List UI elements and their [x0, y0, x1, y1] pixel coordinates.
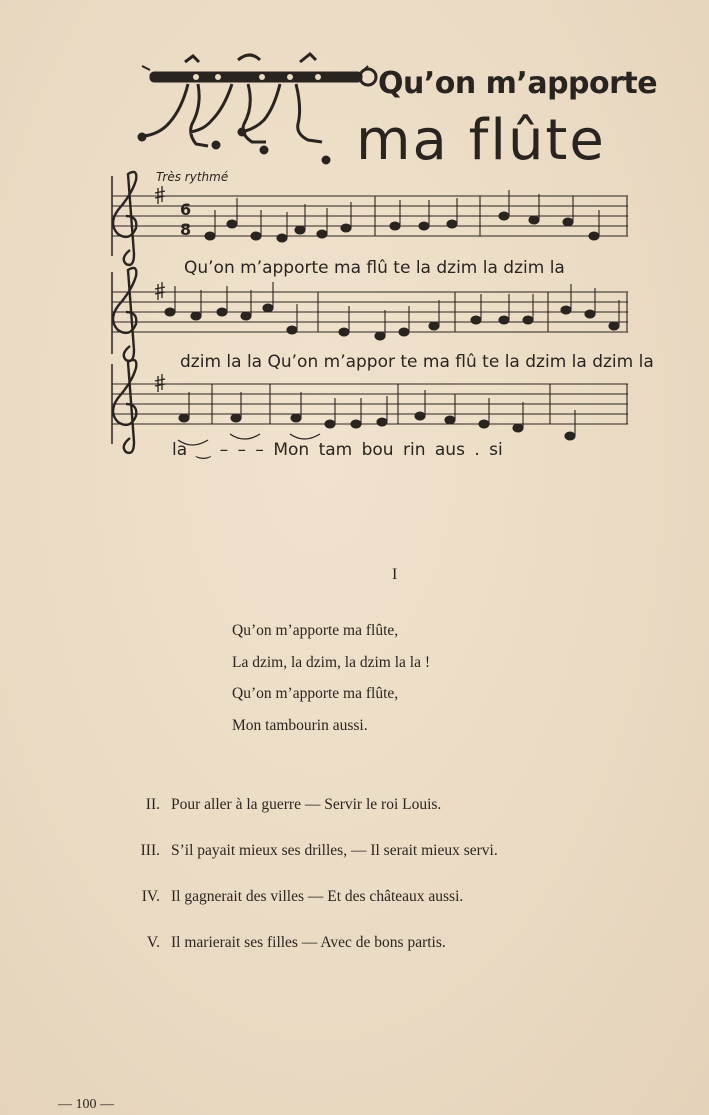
note-group: [179, 390, 575, 440]
stanza-line: La dzim, la dzim, la dzim la la !: [232, 653, 430, 671]
stanza-line: Qu’on m’apporte ma flûte,: [232, 685, 399, 702]
verse-number: II.: [145, 796, 160, 813]
stanza-line: Qu’on m’apporte ma flûte,: [232, 622, 399, 639]
song-title-line-1: Qu’on m’apporte: [378, 66, 658, 101]
time-signature: [180, 200, 191, 239]
verse-text: S’il payait mieux ses drilles, — Il serait mieux servi.: [171, 842, 498, 859]
stanza-1: [232, 621, 430, 747]
staff-2: [112, 272, 628, 354]
svg-text:6: 6: [180, 200, 192, 219]
verse-number: III.: [140, 842, 160, 859]
lyrics-line: dzim la la Qu’on m’appor te ma flû te la dzim la dzim la: [180, 352, 654, 372]
verse-text: Il gagnerait des villes — Et des châteaux aussi.: [171, 888, 464, 905]
song-title-line-2: ma flûte: [356, 108, 606, 173]
lyrics-line: la ‿ – – – Mon tam bou rin aus . si: [172, 440, 503, 460]
verse-text: Il marierait ses filles — Avec de bons partis.: [171, 934, 446, 951]
lyrics-line: Qu’on m’apporte ma flû te la dzim la dzim la: [184, 258, 565, 278]
verse-text: Pour aller à la guerre — Servir le roi Louis.: [171, 796, 442, 813]
page-number: — 100 —: [58, 1097, 114, 1112]
verse-number: IV.: [141, 888, 160, 905]
tempo-marking: Très rythmé: [156, 170, 229, 184]
verse-number: V.: [146, 934, 160, 951]
sharp-icon: [155, 186, 165, 392]
staff-3: [112, 364, 628, 445]
stanza-number: I: [392, 566, 398, 583]
svg-text:8: 8: [180, 220, 192, 239]
note-group: [165, 282, 619, 340]
flute-illustration: [138, 54, 376, 164]
stanza-line: Mon tambourin aussi.: [232, 716, 368, 734]
